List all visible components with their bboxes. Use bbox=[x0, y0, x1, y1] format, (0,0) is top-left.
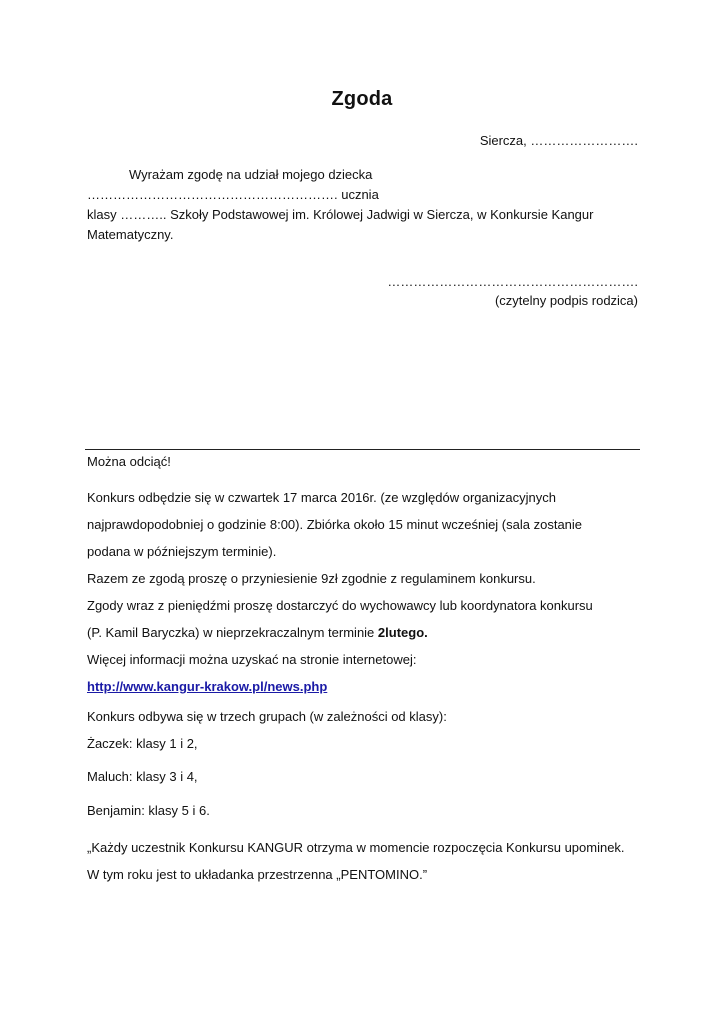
cut-label: Można odciąć! bbox=[87, 454, 171, 469]
gift-line-2: W tym roku jest to układanka przestrzenna „PENTOMINO.” bbox=[87, 867, 428, 882]
deadline-text: 2lutego. bbox=[377, 625, 428, 640]
signature-caption: (czytelny podpis rodzica) bbox=[494, 293, 638, 308]
signature-block bbox=[387, 272, 638, 310]
signature-dots: …………………………………………………. bbox=[387, 274, 638, 289]
contest-date-line-3: podana w późniejszym terminie). bbox=[87, 544, 277, 559]
website-link-line bbox=[87, 673, 647, 700]
deliver-line-1: Zgody wraz z pieniędźmi proszę dostarczyć do wychowawcy lub koordynatora konkursu bbox=[87, 598, 593, 613]
consent-line-3: Matematyczny. bbox=[87, 227, 174, 242]
website-link[interactable]: http://www.kangur-krakow.pl/news.php bbox=[87, 679, 328, 694]
deliver-line-2: (P. Kamil Baryczka) w nieprzekraczalnym terminie 2lutego. bbox=[87, 625, 428, 640]
group-zaczek: Żaczek: klasy 1 i 2, bbox=[87, 736, 198, 751]
contest-date-paragraph bbox=[87, 484, 647, 565]
gift-line-1: „Każdy uczestnik Konkursu KANGUR otrzyma w momencie rozpoczęcia Konkursu upominek. bbox=[87, 840, 625, 855]
groups-intro: Konkurs odbywa się w trzech grupach (w zależności od klasy): bbox=[87, 709, 447, 724]
date-place-line: Siercza, ……………………. bbox=[479, 133, 638, 148]
consent-statement bbox=[87, 165, 625, 245]
consent-line-2: klasy ……….. Szkoły Podstawowej im. Królowej Jadwigi w Siercza, w Konkursie Kangur bbox=[87, 207, 594, 222]
fee-line: Razem ze zgodą proszę o przyniesienie 9zł zgodnie z regulaminem konkursu. bbox=[87, 571, 536, 586]
instructions-block bbox=[87, 565, 647, 700]
cut-line-divider bbox=[85, 449, 640, 450]
contest-date-line-1: Konkurs odbędzie się w czwartek 17 marca 2016r. (ze względów organizacyjnych bbox=[87, 490, 556, 505]
group-maluch: Maluch: klasy 3 i 4, bbox=[87, 769, 198, 784]
group-benjamin: Benjamin: klasy 5 i 6. bbox=[87, 803, 210, 818]
gift-paragraph bbox=[87, 834, 667, 888]
document-title: Zgoda bbox=[331, 88, 393, 110]
contest-date-line-2: najprawdopodobniej o godzinie 8:00). Zbiórka około 15 minut wcześniej (sala zostanie bbox=[87, 517, 583, 532]
consent-line-1: Wyrażam zgodę na udział mojego dziecka …………………………………………………. ucznia bbox=[87, 167, 379, 202]
more-info-line: Więcej informacji można uzyskać na stronie internetowej: bbox=[87, 652, 417, 667]
